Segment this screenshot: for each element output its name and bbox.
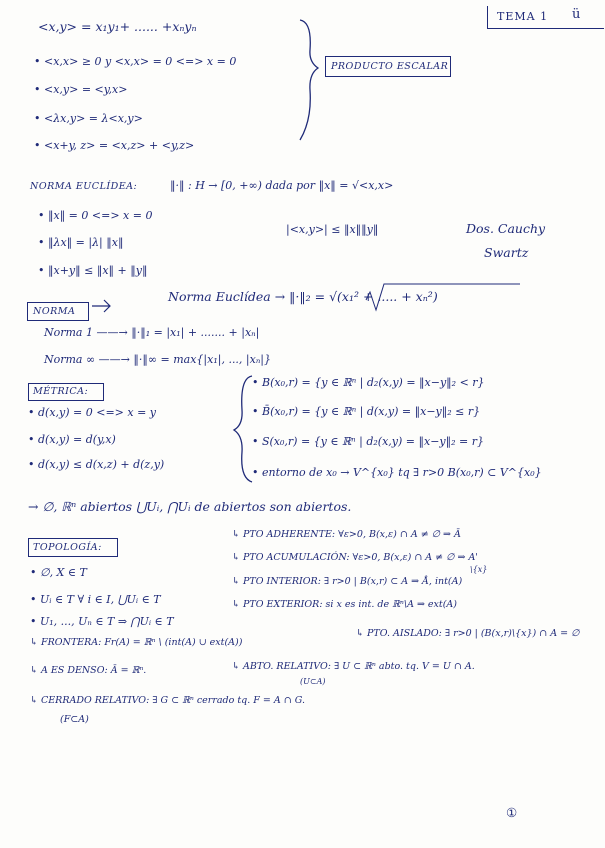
producto-prop-2: • <x,y> = <y,x> [34, 83, 128, 96]
sqrt-stroke [366, 284, 520, 310]
producto-prop-3: • <λx,y> = λ<x,y> [34, 112, 143, 125]
metrica-label: MÉTRICA: [33, 386, 89, 397]
producto-prop-4: • <x+y, z> = <x,z> + <y,z> [34, 139, 195, 152]
norma-prop-3: • ‖x+y‖ ≤ ‖x‖ + ‖y‖ [38, 264, 148, 277]
cerrado-relativo-note: (F⊂A) [60, 714, 89, 725]
norma-euclidea-2: Norma Euclídea → ‖·‖₂ = √(x₁² + ..... + xₙ²) [168, 289, 438, 304]
topologia-prop-2: • Uᵢ ∈ T ∀ i ∈ I, ⋃Uᵢ ∈ T [30, 593, 161, 606]
producto-def: <x,y> = x₁y₁+ ...... +xₙyₙ [38, 19, 197, 34]
producto-brace [300, 20, 318, 140]
metrica-prop-1: • d(x,y) = 0 <=> x = y [28, 406, 157, 419]
bola-abierta: • B(x₀,r) = {y ∈ ℝⁿ | d₂(x,y) = ‖x−y‖₂ < r} [252, 376, 485, 389]
pto-aislado: ↳ PTO. AISLADO: ∃ r>0 | (B(x,r)\{x}) ∩ A = ∅ [356, 628, 580, 639]
metrica-prop-3: • d(x,y) ≤ d(x,z) + d(z,y) [28, 458, 165, 471]
topologia-prop-1: • ∅, X ∈ T [30, 566, 87, 579]
abto-relativo: ↳ ABTO. RELATIVO: ∃ U ⊂ ℝⁿ abto. tq. V = U ∩ A. [232, 661, 475, 672]
swartz-name: Swartz [484, 245, 529, 260]
page-number-mark: ① [506, 805, 518, 820]
topologia-label: TOPOLOGÍA: [33, 542, 102, 553]
cerrado-relativo: ↳ CERRADO RELATIVO: ∃ G ⊂ ℝⁿ cerrado tq. F = A ∩ G. [30, 695, 305, 706]
norma-prop-1: • ‖x‖ = 0 <=> x = 0 [38, 209, 153, 222]
denso: ↳ A ES DENSO: Ā = ℝⁿ. [30, 665, 147, 676]
entorno: • entorno de x₀ → V^{x₀} tq ∃ r>0 B(x₀,r) ⊂ V^{x₀} [252, 466, 542, 479]
abto-relativo-note: (U⊂A) [300, 677, 326, 686]
norma-label: NORMA [33, 306, 76, 317]
producto-label: PRODUCTO ESCALAR [331, 61, 449, 72]
bola-cerrada: • B̄(x₀,r) = {y ∈ ℝⁿ | d(x,y) = ‖x−y‖₂ ≤ r} [252, 405, 481, 418]
producto-prop-1: • <x,x> ≥ 0 y <x,x> = 0 <=> x = 0 [34, 55, 237, 68]
pto-exterior: ↳ PTO EXTERIOR: si x es int. de ℝⁿ\A ⇒ ext(A) [232, 599, 457, 610]
metrica-brace [234, 376, 252, 482]
tema-title: TEMA 1 [497, 10, 549, 23]
cauchy-name: Dos. Cauchy [466, 221, 546, 236]
norma-euclidea-heading: NORMA EUCLÍDEA: [30, 181, 138, 192]
smiley-icon: ü [572, 7, 581, 22]
pto-acumulacion: ↳ PTO ACUMULACIÓN: ∀ε>0, B(x,ε) ∩ A ≠ ∅ ⇒ A' [232, 552, 478, 563]
topologia-prop-3: • U₁, ..., Uₙ ∈ T ⇒ ⋂Uᵢ ∈ T [30, 615, 174, 628]
pto-adherente: ↳ PTO ADHERENTE: ∀ε>0, B(x,ε) ∩ A ≠ ∅ ⇒ Ā [232, 529, 461, 540]
frontera: ↳ FRONTERA: Fr(A) = ℝⁿ \ (int(A) ∪ ext(A)) [30, 637, 243, 648]
norma-euclidea-def: ‖·‖ : H → [0, +∞) dada por ‖x‖ = √<x,x> [170, 179, 394, 192]
norma-1: Norma 1 ——→ ‖·‖₁ = |x₁| + ....... + |xₙ| [44, 326, 260, 339]
norma-arrow [92, 300, 110, 312]
abiertos-line: → ∅, ℝⁿ abiertos ⋃Uᵢ, ⋂Uᵢ de abiertos son abiertos. [28, 499, 352, 514]
cauchy-inequality: |<x,y>| ≤ ‖x‖‖y‖ [286, 223, 379, 236]
norma-infinito: Norma ∞ ——→ ‖·‖∞ = max{|x₁|, ..., |xₙ|} [44, 353, 271, 366]
norma-prop-2: • ‖λx‖ = |λ| ‖x‖ [38, 236, 124, 249]
pto-interior: ↳ PTO INTERIOR: ∃ r>0 | B(x,r) ⊂ A ⇒ Å, int(A) [232, 576, 463, 587]
acum-note: \{x} [470, 565, 488, 574]
esfera: • S(x₀,r) = {y ∈ ℝⁿ | d₂(x,y) = ‖x−y‖₂ = r} [252, 435, 484, 448]
metrica-prop-2: • d(x,y) = d(y,x) [28, 433, 116, 446]
